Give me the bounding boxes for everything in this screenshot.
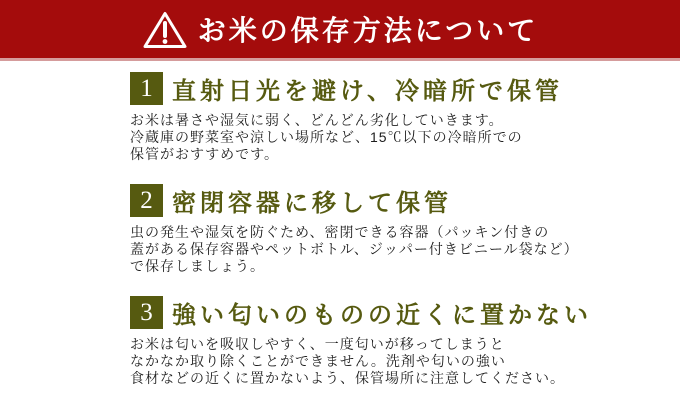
body-line: なかなか取り除くことができません。洗剤や匂いの強い [130, 353, 506, 369]
section-2 [130, 184, 660, 275]
body-line: 保管がおすすめです。 [130, 146, 280, 162]
body-line: 虫の発生や湿気を防ぐため、密閉できる容器（パッキン付きの [130, 224, 550, 240]
body-line: 蓋がある保存容器やペットボトル、ジッパー付きビニール袋など） [130, 241, 579, 257]
section-body [130, 112, 660, 163]
body-line: 冷蔵庫の野菜室や涼しい場所など、15℃以下の冷暗所での [130, 129, 523, 145]
body-line: お米は暑さや湿気に弱く、どんどん劣化していきます。 [130, 112, 504, 128]
section-number-badge: 3 [130, 296, 163, 329]
content-area [0, 61, 680, 387]
warning-triangle-icon [142, 10, 188, 50]
section-heading: 強い匂いのものの近くに置かない [172, 303, 592, 329]
section-number-badge: 2 [130, 184, 163, 217]
section-body [130, 336, 660, 387]
body-line: お米は匂いを吸収しやすく、一度匂いが移ってしまうと [130, 336, 505, 352]
section-heading: 密閉容器に移して保管 [172, 191, 452, 217]
section-heading: 直射日光を避け、冷暗所で保管 [172, 79, 564, 105]
section-1-header [130, 72, 660, 105]
section-3 [130, 296, 660, 387]
page-title: お米の保存方法について [197, 16, 539, 47]
section-1 [130, 72, 660, 163]
header-banner [0, 0, 680, 61]
section-2-header [130, 184, 660, 217]
section-3-header [130, 296, 660, 329]
section-number-badge: 1 [130, 72, 163, 105]
section-body [130, 224, 660, 275]
body-line: 食材などの近くに置かないよう、保管場所に注意してください。 [130, 370, 565, 386]
body-line: で保存しましょう。 [130, 258, 265, 274]
